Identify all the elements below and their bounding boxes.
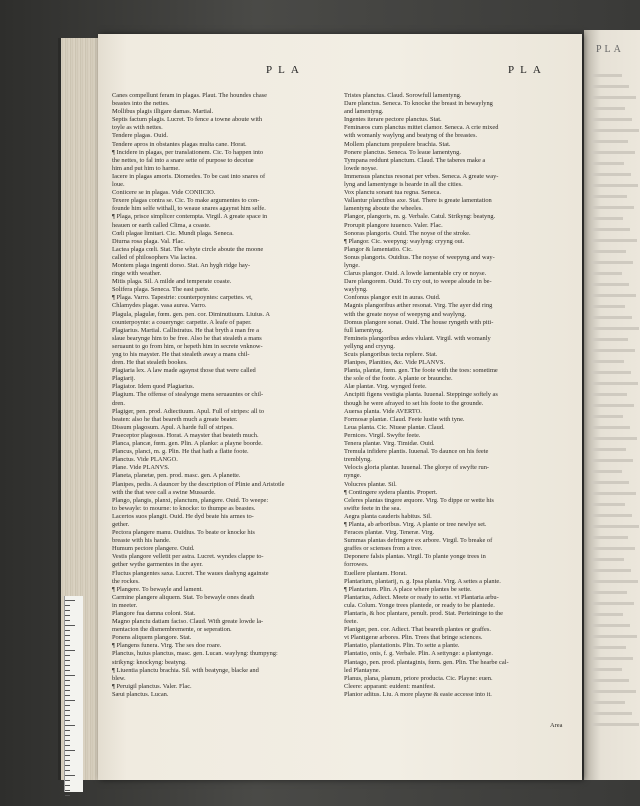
next-page-text-line — [592, 382, 638, 385]
next-page-text-line — [592, 107, 625, 110]
entry-line: ¶ Liuentia planctu brachia. Sil. with beatynge, blacke and — [112, 666, 259, 674]
entry-line: ¶ Contingere sydera plantis. Propert. — [344, 488, 438, 496]
ruler-tick — [65, 795, 70, 796]
dictionary-page — [98, 34, 582, 780]
entry-line: Chlamydes plagæ. vasa aurea. Varro. — [112, 302, 207, 310]
entry-line: lowde noyse. — [344, 164, 378, 172]
ruler-tick — [65, 770, 70, 771]
next-page-text-line — [592, 272, 622, 275]
entry-line: full lamentyng. — [344, 326, 384, 334]
ruler-tick — [65, 705, 70, 706]
next-page-text-line — [592, 415, 623, 418]
next-page-text-line — [592, 195, 627, 198]
next-page-text-line — [592, 239, 637, 242]
entry-line: Tendere apros in obstantes plagas multa cane. Horat. — [112, 140, 247, 148]
next-page-text-line — [592, 448, 626, 451]
entry-line: gether wythe garmentes in the ayer. — [112, 561, 203, 569]
next-page-text-line — [592, 646, 626, 649]
next-page-text-line — [592, 327, 639, 330]
entry-line: Plagiarius. Martial. Callistratus. He that bryth a man fre a — [112, 326, 259, 334]
entry-line: gether. — [112, 520, 130, 528]
entry-line: Mollibus plagis illigare damas. Martial. — [112, 108, 214, 116]
ruler-tick — [65, 680, 70, 681]
next-page-text-line — [592, 426, 630, 429]
entry-line: toyle as with nettes. — [112, 124, 163, 132]
entry-line: vt Plantigeræ arbores. Plin. Trees that bringe sciences. — [344, 634, 483, 642]
entry-line: Plantatio, onis, f. g. Verbale. Plin. A settynge: a plantynge. — [344, 650, 493, 658]
entry-line: yng to his mayster. He that stealeth away a mans chil- — [112, 351, 250, 358]
entry-line: Scuis plangoribus tecta replere. Stat. — [344, 351, 438, 358]
entry-line: Mollem planctum prepulere brachia. Stat. — [344, 140, 451, 148]
entry-line: with womanly waylyng and beatyng of the breastes. — [344, 132, 478, 140]
entry-line: Planior aditus. Liu. A more playne & easie accesse into it. — [344, 690, 492, 698]
entry-line: Planeta, planetæ, pen. prod. masc. gen. A planette. — [112, 472, 241, 480]
entry-line: Plagula, plagulæ, fœm. gen. pen. cor. Diminutiuum. Liuius. A — [112, 310, 270, 318]
entry-line: and lamentyng. — [344, 108, 384, 116]
entry-line: tremblyng. — [344, 456, 372, 464]
entry-line: Alæ plantæ. Virg. wynged feete. — [344, 383, 427, 391]
ruler-tick — [65, 700, 75, 701]
next-page-text-line — [592, 503, 625, 506]
entry-line: Planta, plantæ, fœm. gen. The foote with the toes: sometime — [344, 367, 498, 375]
entry-line: ¶ Plangere. To bewayle and lament. — [112, 585, 203, 593]
next-page-text-line — [592, 558, 624, 561]
ruler-tick — [65, 725, 75, 726]
entry-line: Plango, plangis, planxi, planctum, plangere. Ouid. To weepe: — [112, 496, 269, 504]
entry-line: Planipes, pedis. A dauncer by the description of Plinie and Aristotle — [112, 480, 285, 488]
entry-line: Planca, plancæ, fœm. gen. Plin. A planke: a playne boorde. — [112, 440, 263, 448]
entry-line: Tristes planctus. Claud. Sorowfull lamentyng. — [344, 92, 462, 99]
next-page-text-line — [592, 701, 625, 704]
entry-line: strikyng: knockyng: beatyng. — [112, 658, 187, 666]
ruler-tick — [65, 645, 70, 646]
entry-line: Texere plagas contra se. Cic. To make argumentes to con- — [112, 197, 260, 205]
entry-line: feete. — [344, 618, 359, 626]
ruler-tick — [65, 750, 75, 751]
entry-line: him and put him to harme. — [112, 164, 180, 172]
entry-line: Planiger, pen. cor. Adiect. That beareth plantes or graffes. — [344, 626, 491, 634]
ruler-tick — [65, 765, 70, 766]
entry-line: mentacion the dismembremente, or seperation. — [112, 626, 232, 634]
entry-line: seruaunt to go from him, or hepeth him in secrete vnknow- — [112, 342, 263, 350]
next-page-text-line — [592, 129, 639, 132]
entry-line: Planus, plana, planum, priore producta. Cic. Playne: euen. — [344, 674, 493, 682]
ruler-tick — [65, 670, 70, 671]
entry-line: the rockes. — [112, 577, 140, 585]
entry-line: Solifera plaga. Seneca. The east parte. — [112, 286, 210, 294]
entry-line: Aegra planta cauderis habitus. Sil. — [344, 512, 432, 520]
entry-line: Plangor, plangoris, m. g. Verbale. Catul. Strikyng: beatyng. — [344, 213, 496, 221]
ruler-tick — [65, 660, 70, 661]
next-page-text-line — [592, 635, 637, 638]
entry-line: Cleere: apparant: euident: manifest. — [344, 682, 436, 690]
entry-line: loue. — [112, 181, 125, 189]
next-page-text-line — [592, 184, 638, 187]
next-page-text-line — [592, 140, 628, 143]
entry-line: Planipes, Planities, &c. Vide PLANVS. — [344, 359, 446, 367]
ruler-tick — [65, 785, 70, 786]
entry-line: Planctus, huius planctus, masc. gen. Lucan. waylyng: thumpyng: — [112, 650, 278, 658]
next-page-text-line — [592, 316, 632, 319]
entry-line: in meeter. — [112, 601, 138, 609]
next-page-text-line — [592, 393, 627, 396]
ruler-tick — [65, 745, 70, 746]
next-page-text-line — [592, 492, 636, 495]
ruler-tick — [65, 635, 70, 636]
entry-line: Celeres plantas tingere æquore. Virg. To dippe or wette his — [344, 496, 494, 504]
entry-line: to bewayle: to mourne: to knocke: to thumpe as beastes. — [112, 504, 256, 512]
ruler-tick — [65, 650, 75, 651]
next-page-text-line — [592, 536, 628, 539]
next-page-text-line — [592, 338, 628, 341]
entry-line: Plagium. The offense of stealynge mens seruauntes or chil- — [112, 391, 264, 399]
entry-line: Sæui planctus. Lucan. — [112, 690, 169, 698]
next-page-text-line — [592, 679, 629, 682]
next-page-text-line — [592, 690, 636, 693]
entry-line: Fluctus plangentes saxa. Lucret. The waues dashyng againste — [112, 569, 269, 577]
page-header-left: PLA — [266, 64, 305, 76]
right-column — [344, 92, 576, 699]
entry-line: Tenera plantæ. Virg. Timidæ. Ouid. — [344, 440, 435, 448]
next-page-text-line — [592, 580, 638, 583]
entry-line: ¶ Plaga, prisce simplicer contempta. Virgil. A greate space in — [112, 213, 268, 221]
entry-line: ¶ Plangens funera. Virg. The ses doe roare. — [112, 642, 222, 650]
entry-line: Vox planctu sonant tua regna. Seneca. — [344, 189, 441, 197]
ruler-tick — [65, 685, 70, 686]
next-page-text-line — [592, 712, 632, 715]
entry-line: lyng and lamentynge is hearde in all the cities. — [344, 181, 463, 189]
next-page-text-line — [592, 723, 639, 726]
entry-line: Vallantur planctibus axe. Stat. There is greate lamentation — [344, 197, 492, 205]
entry-line: Auersa planta. Vide AVERTO. — [344, 407, 422, 415]
next-page-text-line — [592, 514, 632, 517]
ruler-tick — [65, 690, 70, 691]
ruler-tick — [65, 715, 70, 716]
entry-line: Magnis plangoribus æther resonat. Virg. The ayer did ring — [344, 302, 493, 310]
next-page-text-line — [592, 228, 630, 231]
entry-line: dren. — [112, 399, 125, 407]
entry-line: founde him selfe withall, to weaue snares agaynst him selfe. — [112, 205, 266, 213]
next-page-text-line — [592, 525, 639, 528]
entry-line: Ancipiti figens vestigia planta. Iuuenal. Steppinge softely as — [344, 391, 498, 399]
entry-line: cula. Colum. Yonge trees plantede, or ready to be plantede. — [344, 601, 495, 609]
next-page-text-line — [592, 261, 633, 264]
next-page-text-line — [592, 613, 623, 616]
next-page-text-line — [592, 591, 627, 594]
entry-line: the sole of the foote. A plante or braunche. — [344, 375, 453, 383]
ruler-tick — [65, 730, 70, 731]
next-page-text-line — [592, 602, 634, 605]
entry-line: Summas plantas defringere ex arbore. Virgil. To breake of — [344, 537, 493, 545]
entry-line: Canes compellunt feram in plagas. Plaut. The houndes chase — [112, 92, 267, 99]
ruler-tick — [65, 615, 70, 616]
ruler-tick — [65, 780, 70, 781]
entry-line: Pectora plangere manu. Ouidius. To beate or knocke his — [112, 529, 255, 537]
next-page-text-line — [592, 294, 636, 297]
entry-line: Vestis plangore velletit per astra. Lucret. wyndes clappe to- — [112, 553, 264, 561]
next-page-text-line — [592, 371, 631, 374]
next-page-text-line — [592, 206, 634, 209]
entry-line: Sonus plangoris. Ouidius. The noyse of weepyng and way- — [344, 253, 495, 261]
next-page-text-line — [592, 668, 622, 671]
entry-line: Plantatio, plantationis. Plin. To sette a plante. — [344, 642, 460, 650]
next-page-text-line — [592, 118, 632, 121]
ruler-tick — [65, 600, 75, 601]
entry-line: with the that wee call a swine Mussarde. — [112, 488, 216, 496]
entry-line: beaten: also he that beareth much a greate beater. — [112, 415, 238, 423]
entry-line: Plantarius, Adiect. Meete or ready to sette. vt Plantaria arbu- — [344, 593, 499, 601]
next-page-text-line — [592, 657, 633, 660]
entry-line: Planctus. Vide PLANGO. — [112, 456, 178, 464]
entry-line: Plane. Vide PLANVS. — [112, 464, 170, 472]
entry-line: Velocis gloria plantæ. Iuuenal. The glorye of swyfte run- — [344, 464, 490, 472]
entry-line: Dare planctus. Seneca. To knocke the breast in bewaylyng — [344, 100, 493, 108]
entry-line: dren. He that stealeth bookes. — [112, 359, 188, 367]
entry-line: Plancus, planci, m. g. Plin. He that hath a flatte foote. — [112, 448, 249, 456]
entry-line: Plantaris, & hoc plantare, penult. prod. Stat. Perteininge to the — [344, 610, 504, 617]
next-page-text-line — [592, 151, 635, 154]
ruler-tick — [65, 790, 70, 791]
entry-line: nynge. — [344, 472, 362, 480]
entry-line: graffes or scienses from a tree. — [344, 545, 423, 553]
entry-line: Pernices. Virgil. Swyfte feete. — [344, 431, 421, 439]
entry-line: Plangor & lamentatio. Cic. — [344, 245, 413, 253]
next-page-text-line — [592, 305, 625, 308]
next-page-text-line — [592, 162, 624, 165]
next-page-text-line — [592, 459, 633, 462]
entry-line: Clarus plangor. Ouid. A lowde lamentable cry or noyse. — [344, 270, 487, 278]
next-page-text-line — [592, 547, 635, 550]
next-page-text-line — [592, 437, 637, 440]
ruler-tick — [65, 610, 70, 611]
entry-line: led Plantayne. — [344, 666, 381, 674]
ruler-tick — [65, 720, 70, 721]
next-page-text-line — [592, 360, 624, 363]
entry-line: ¶ Plaga. Varro. Tapestrie: counterpoyntes: carpettes. vt, — [112, 294, 253, 302]
next-page-edge — [584, 30, 640, 780]
entry-line: breaste with his hande. — [112, 537, 171, 545]
entry-line: Humum pectore plangere. Ouid. — [112, 545, 195, 553]
entry-line: Ponens aliquem plangore. Stat. — [112, 634, 192, 642]
entry-line: beastes into the nettes. — [112, 100, 170, 108]
entry-line: Ingentes iterare pectore planctus. Stat. — [344, 116, 442, 124]
ruler-tick — [65, 665, 70, 666]
ruler-tick — [65, 630, 70, 631]
entry-line: Dissum plagosum. Apul. A harde full of stripes. — [112, 423, 234, 431]
entry-line: Dare plangorem. Ouid. To cry out, to weepe aloude in be- — [344, 278, 492, 286]
entry-line: ¶ Plangor. Cic. weepyng: waylyng: cryyng out. — [344, 237, 465, 245]
entry-line: swifte feete in the sea. — [344, 504, 401, 512]
ruler-tick — [65, 760, 70, 761]
entry-line: counterpoynte: a couerynge: carpette. A leafe of paper. — [112, 318, 252, 326]
entry-line: Praeceptor plagosus. Horat. A mayster that beateth much. — [112, 431, 259, 439]
ruler-tick — [65, 695, 70, 696]
entry-line: Formosæ plantæ. Claud. Feete lustie with tyne. — [344, 415, 465, 423]
entry-line: Plantago, pen. prod. plantaginis, fœm. gen. Plin. The hearbe cal- — [344, 658, 509, 666]
next-page-text-line — [592, 470, 622, 473]
entry-line: Euellere plantam. Horat. — [344, 569, 407, 577]
entry-line: Prorupit plangore iuuenco. Valer. Flac. — [344, 221, 443, 229]
entry-line: Plagiarij. — [112, 375, 136, 383]
entry-line: Magno planctu datiam faciso. Claud. With greate lowde la- — [112, 618, 264, 626]
entry-line: blew. — [112, 674, 126, 682]
entry-line: Carmine plangere aliquem. Stat. To bewayle ones death — [112, 593, 255, 601]
left-column — [112, 92, 344, 699]
next-page-text-line — [592, 404, 634, 407]
entry-line: Sonoras plangoris. Ouid. The noyse of the stroke. — [344, 229, 471, 237]
entry-line: Plantarium, plantarij, n. g. Ipsa planta. Virg. A settes a plante. — [344, 577, 501, 585]
next-page-text-line — [592, 96, 636, 99]
entry-line: Lacertos suos plangit. Ouid. He dyd beate his armes to- — [112, 512, 254, 520]
entry-line: the nettes, to fal into a snare sette of purpose to deceiue — [112, 156, 254, 164]
next-page-text-line — [592, 349, 635, 352]
entry-line: Deponere falsis plantas. Virgil. To plante yonge trees in — [344, 553, 486, 561]
next-page-text-line — [592, 74, 622, 77]
entry-line: ringe with weather. — [112, 270, 162, 278]
entry-line: ¶ Peruigil planctus. Valer. Flac. — [112, 682, 192, 690]
entry-line: Mitis plaga. Sil. A milde and temperate coaste. — [112, 278, 232, 286]
entry-line: ¶ Incidere in plagas, per translationem. Cic. To happen into — [112, 148, 264, 156]
entry-line: Tympana reddunt planctum. Claud. The taberes make a — [344, 156, 486, 164]
ruler-tick — [65, 675, 75, 676]
next-page-text-line — [592, 481, 629, 484]
entry-line: with the greate noyse of weepyng and waylyng. — [344, 310, 467, 318]
entry-line: forrowes. — [344, 561, 369, 569]
ruler-tick — [65, 710, 70, 711]
measurement-ruler — [64, 596, 83, 792]
next-page-text-line — [592, 624, 630, 627]
entry-line: Cœli plagae limitari. Cic. Mundi plaga. Seneca. — [112, 229, 234, 237]
entry-line: waylyng. — [344, 286, 368, 294]
entry-line: Iacere in plagas amoris. Diomedes. To be cast into snares of — [112, 172, 266, 180]
ruler-tick — [65, 775, 75, 776]
entry-line: slaue bearynge him to be free. Also he that stealeth a mans — [112, 334, 262, 342]
catchword: Area — [550, 722, 563, 729]
next-page-text-line — [592, 173, 631, 176]
entry-line: called of philosophers Via lactea. — [112, 253, 197, 261]
entry-line: Plagiger, pen. prod. Adiectiuum. Apul. Full of stripes: all to — [112, 407, 265, 415]
ruler-tick — [65, 740, 70, 741]
entry-line: Diurna rosa plaga. Val. Flac. — [112, 237, 185, 245]
entry-line: Feminæos cum planctus mittet clamor. Seneca. A crie mixed — [344, 124, 499, 132]
entry-line: though he were afrayed to set his foote to the grounde. — [344, 399, 484, 407]
next-page-header: PLA — [596, 44, 624, 55]
entry-line: Plagiator. Idem quod Plagiarius. — [112, 383, 195, 391]
entry-line: ¶ Plantarium. Plin. A place where plantes be sette. — [344, 585, 472, 593]
entry-line: Plagiaria lex. A law made agaynst those that were called — [112, 367, 256, 375]
entry-line: Femineis plangoribus ædes vlulant. Virgil. with womanly — [344, 334, 491, 342]
next-page-text-line — [592, 217, 623, 220]
entry-line: Lactea plaga cœli. Stat. The whyte circle aboute the moone — [112, 245, 264, 253]
next-page-text-line — [592, 250, 626, 253]
next-page-text-line — [592, 85, 629, 88]
entry-line: lamentyng aboute the wheeles. — [344, 205, 423, 213]
ruler-tick — [65, 640, 70, 641]
entry-line: Tremula infidere plantis. Iuuenal. To daunce on his feete — [344, 448, 489, 456]
entry-line: ¶ Planta, ab arboribus. Virg. A plante or tree newlye set. — [344, 520, 487, 528]
entry-line: Confonus plangor exit in auras. Ouid. — [344, 294, 441, 302]
entry-line: Domus plangore sonat. Ouid. The house ryngeth with piti- — [344, 318, 494, 326]
ruler-tick — [65, 605, 70, 606]
ruler-tick — [65, 655, 70, 656]
entry-line: Leua planta. Cic. Niueæ plantæ. Claud. — [344, 423, 445, 431]
entry-line: yellyng and cryyng. — [344, 342, 395, 350]
next-page-text-line — [592, 283, 629, 286]
entry-line: Plangore fua damna coloni. Stat. — [112, 610, 196, 617]
entry-line: Coniicere se in plagas. Vide CONIICIO. — [112, 189, 216, 197]
entry-line: Ponere planctus. Seneca. To leaue lamentyng. — [344, 148, 461, 156]
entry-line: Montem plaga ingenti dorso. Stat. An hygh ridge hay- — [112, 261, 251, 269]
ruler-tick — [65, 625, 75, 626]
ruler-tick — [65, 755, 70, 756]
entry-line: heauen or earth called Clima, a coaste. — [112, 221, 211, 229]
entry-line: Septis factum plagis. Lucret. To fence a towne aboute with — [112, 116, 263, 124]
next-page-text-line — [592, 569, 631, 572]
entry-line: Tendere plagas. Ouid. — [112, 132, 168, 140]
entry-line: lynge. — [344, 261, 360, 269]
ruler-tick — [65, 735, 70, 736]
entry-line: Volucres plantæ. Sil. — [344, 480, 397, 488]
entry-line: Feraces plantæ. Virg. Teneræ. Virg. — [344, 529, 435, 537]
page-header-right: PLA — [508, 64, 547, 76]
entry-line: Immensus planctus resonat per vrbes. Seneca. A greate way- — [344, 172, 499, 180]
ruler-tick — [65, 620, 70, 621]
